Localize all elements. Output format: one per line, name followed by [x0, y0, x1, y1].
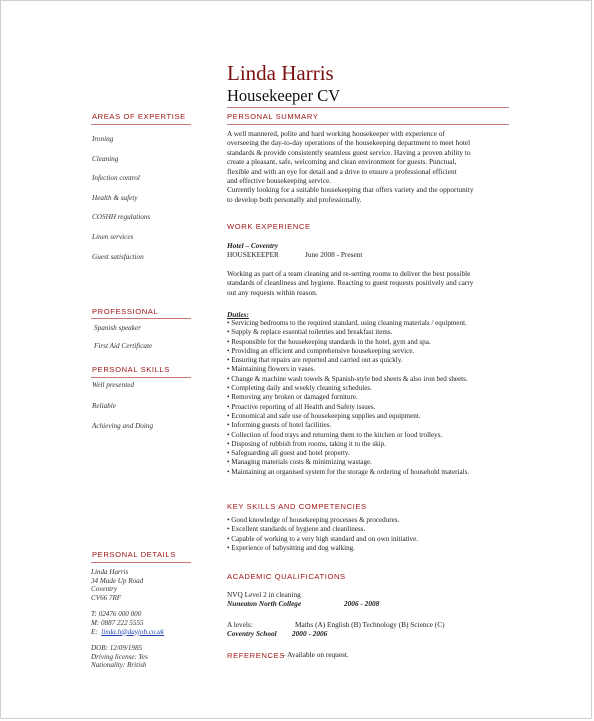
- summary-paragraph: [227, 129, 509, 204]
- references-text: – Available on request.: [282, 650, 349, 659]
- address-line: Coventry: [91, 585, 118, 594]
- key-skill-item: • Experience of babysitting and dog walking.: [227, 543, 355, 552]
- address-line: 34 Made Up Road: [91, 576, 144, 585]
- professional-heading: PROFESSIONAL: [92, 307, 159, 316]
- expertise-rule: [91, 124, 191, 125]
- driving-license: Driving license: Yes: [91, 652, 148, 661]
- duty-item: • Servicing bedrooms to the required standard, using cleaning materials / equipment.: [227, 319, 467, 327]
- duty-item: • Maintaining flowers in vases.: [227, 365, 316, 374]
- address-line: CV66 7RF: [91, 593, 122, 602]
- summary-line: A well mannered, polite and hard working housekeeper with experience of: [227, 129, 445, 138]
- job-dates: June 2008 - Present: [305, 250, 363, 259]
- job-description: [227, 269, 509, 297]
- professional-item: First Aid Certificate: [94, 342, 153, 350]
- duty-item: • Managing materials costs & minimizing wastage.: [227, 458, 372, 467]
- alevels-grades: Maths (A) English (B) Technology (B) Science (C): [295, 620, 445, 629]
- personal-skills-heading: PERSONAL SKILLS: [92, 365, 170, 374]
- skill-item: Reliable: [92, 402, 116, 410]
- professional-rule: [91, 318, 191, 319]
- cv-title: Housekeeper CV: [227, 86, 341, 105]
- key-skill-item: • Capable of working to a very high standard and on own initiative.: [227, 534, 419, 543]
- college-dates: 2006 - 2008: [344, 599, 380, 608]
- school-dates: 2000 - 2006: [292, 629, 328, 638]
- email-label: E:: [91, 627, 98, 636]
- expertise-item: Cleaning: [92, 154, 119, 163]
- references-heading: REFERENCES: [227, 651, 285, 660]
- duties-label: Duties:: [227, 310, 249, 319]
- school-name: Coventry School: [227, 629, 277, 638]
- description-line: out any requests within reason.: [227, 287, 318, 297]
- key-skill-item: • Excellent standards of hygiene and cleanliness.: [227, 525, 366, 534]
- alevels-label: A levels:: [227, 620, 253, 629]
- duty-item: • Removing any broken or damaged furniture.: [227, 393, 358, 402]
- expertise-item: COSHH regulations: [92, 213, 151, 222]
- duties-list: [227, 319, 469, 477]
- duty-item: • Providing an efficient and comprehensive housekeeping service.: [227, 346, 415, 355]
- title-rule: [227, 107, 509, 108]
- duty-item: • Proactive reporting of all Health and Safety issues.: [227, 402, 376, 411]
- summary-line: to develop both personally and professionally.: [227, 194, 362, 204]
- key-skill-item: • Good knowledge of housekeeping processes & procedures.: [227, 516, 400, 524]
- college-name: Nuneaton North College: [227, 599, 302, 608]
- academic-heading: ACADEMIC QUALIFICATIONS: [227, 572, 346, 581]
- candidate-name: Linda Harris: [227, 61, 334, 85]
- duty-item: • Safeguarding all guest and hotel property.: [227, 449, 350, 458]
- email-link[interactable]: linda.h@dayjob.co.uk: [101, 627, 164, 636]
- duty-item: • Change & machine wash towels & Spanish-style bed sheets & also iron bed sheets.: [227, 374, 468, 383]
- duty-item: • Disposing of rubbish from rooms, taking it to the skip.: [227, 439, 386, 448]
- expertise-item: Linen services: [92, 233, 134, 241]
- description-line: standards of cleanliness and hygiene. Reacting to guest requests positively and carry: [227, 278, 474, 288]
- expertise-item: Guest satisfaction: [92, 252, 144, 261]
- expertise-item: Infection control: [92, 174, 140, 183]
- key-skills-list: [227, 516, 418, 553]
- duty-item: • Responsible for the housekeeping standards in the hotel, gym and spa.: [227, 337, 431, 346]
- summary-line: standards & provide consistently seamless guest service. Having a proven ability to: [227, 147, 471, 157]
- duty-item: • Collection of food trays and returning them to the kitchen or food trolleys.: [227, 430, 443, 439]
- skills-rule: [91, 377, 191, 378]
- details-rule: [91, 562, 191, 563]
- nvq-qualification: NVQ Level 2 in cleaning: [227, 590, 301, 599]
- mobile: M: 0887 222 5555: [91, 618, 144, 627]
- skill-item: Achieving and Doing: [92, 422, 154, 430]
- expertise-item: Health & safety: [92, 193, 138, 202]
- personal-details-heading: PERSONAL DETAILS: [92, 550, 176, 559]
- personal-summary-heading: PERSONAL SUMMARY: [227, 112, 319, 121]
- key-skills-heading: KEY SKILLS AND COMPETENCIES: [227, 502, 367, 511]
- employer: Hotel – Coventry: [227, 241, 279, 250]
- summary-line: Currently looking for a suitable housekeeping that offers variety and the opportunity: [227, 185, 474, 195]
- personal-details: [91, 568, 164, 670]
- professional-item: Spanish speaker: [94, 324, 141, 332]
- duty-item: • Economical and safe use of housekeeping supplies and equipment.: [227, 411, 421, 420]
- summary-rule: [227, 124, 509, 125]
- expertise-item: Ironing: [92, 135, 114, 143]
- work-experience-heading: WORK EXPERIENCE: [227, 222, 311, 231]
- duty-item: • Maintaining an organised system for the storage & ordering of household materials.: [227, 467, 470, 476]
- summary-line: overseeing the day-to-day operations of the housekeeping department to meet hotel: [227, 138, 471, 148]
- email-row: [91, 628, 164, 637]
- job-role: HOUSEKEEPER: [227, 250, 279, 259]
- phone: T: 02476 000 000: [91, 610, 142, 619]
- duty-item: • Ensuring that repairs are reported and carried out as quickly.: [227, 356, 403, 365]
- dob: DOB: 12/09/1985: [91, 644, 143, 653]
- summary-line: flexible and with an eye for detail and a drive to ensure a professional efficient: [227, 166, 457, 176]
- nationality: Nationality: British: [91, 661, 147, 670]
- skill-item: Well presented: [92, 381, 134, 389]
- duty-item: • Informing guests of hotel facilities.: [227, 421, 332, 430]
- summary-line: create a pleasant, safe, welcoming and clean environment for guests. Punctual,: [227, 157, 457, 167]
- address-line: Linda Harris: [91, 568, 129, 576]
- duty-item: • Supply & replace essential toiletries and breakfast items.: [227, 328, 393, 337]
- duty-item: • Completing daily and weekly cleaning schedules.: [227, 384, 372, 393]
- areas-of-expertise-heading: AREAS OF EXPERTISE: [92, 112, 186, 121]
- description-line: Working as part of a team cleaning and re-setting rooms to deliver the best possible: [227, 269, 471, 278]
- summary-line: and effective housekeeping service.: [227, 176, 332, 186]
